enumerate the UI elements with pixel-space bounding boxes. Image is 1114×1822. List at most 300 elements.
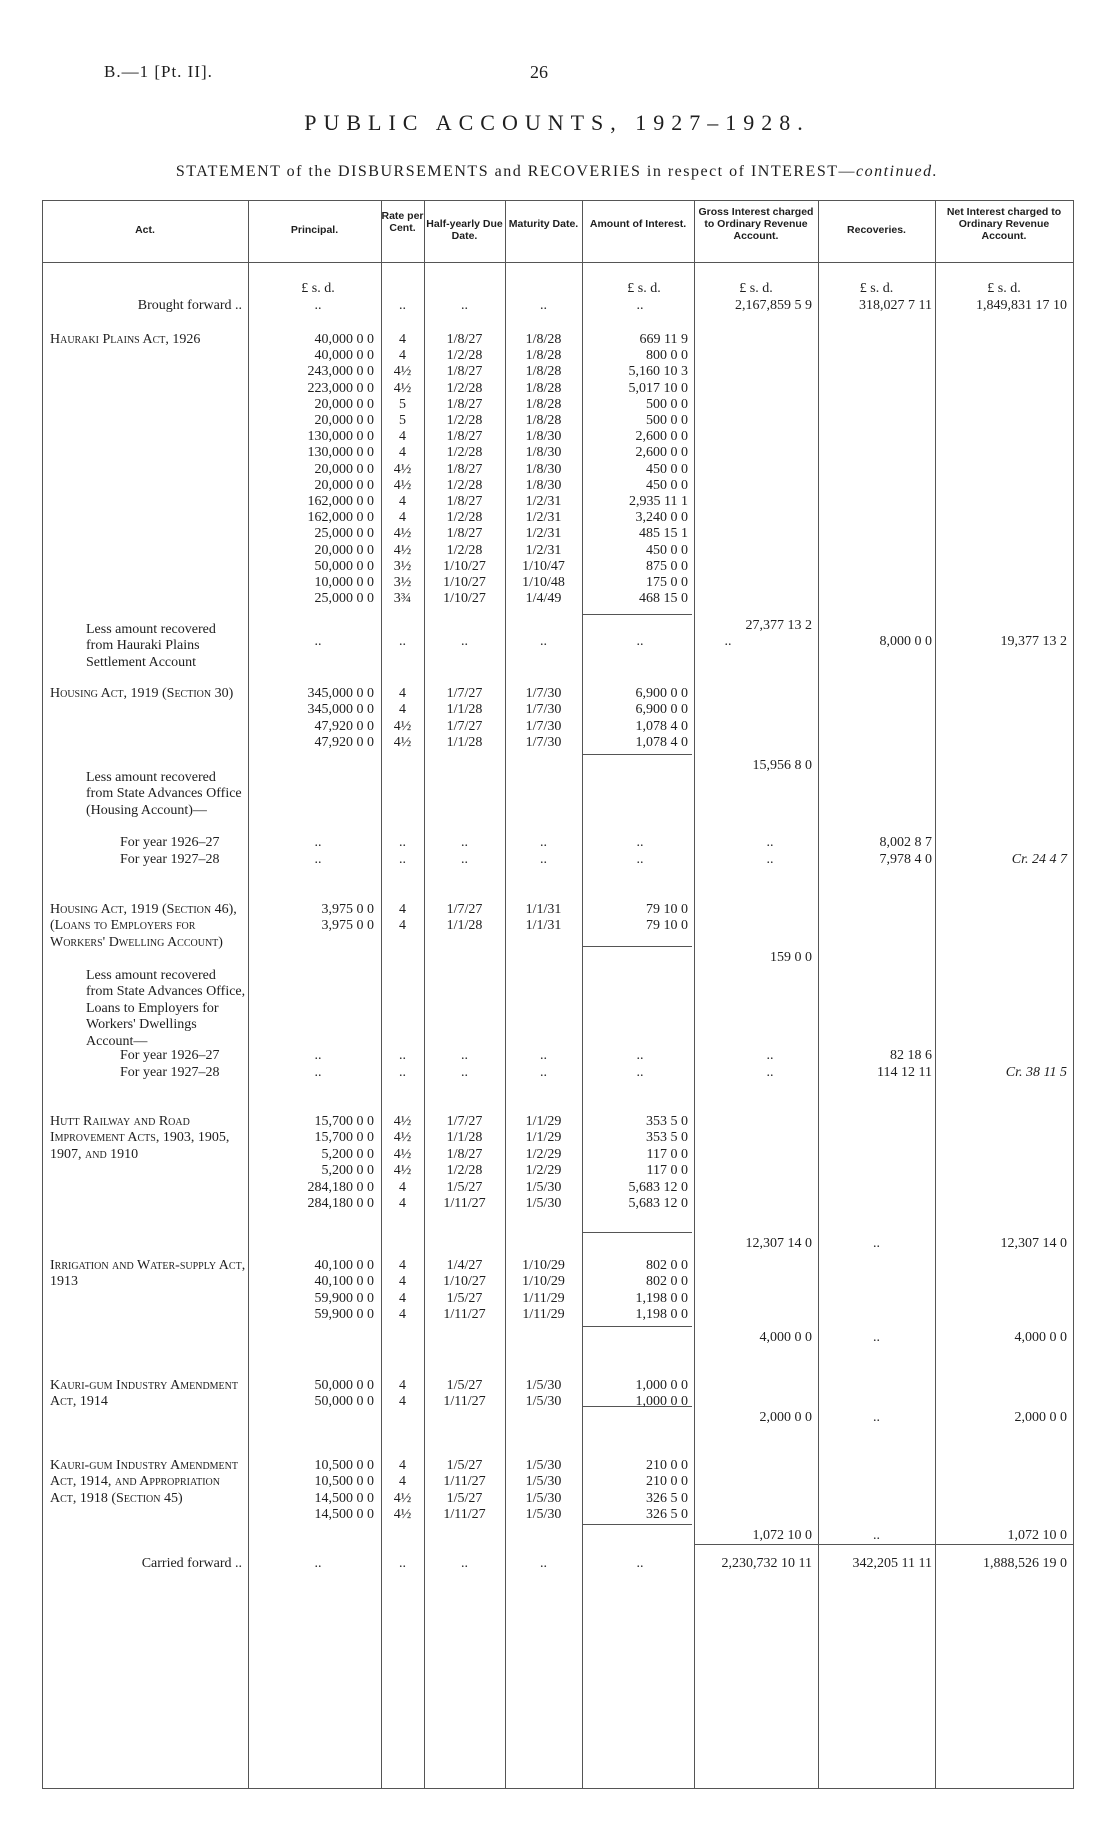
maturity-date-cell: 1/2/29 — [525, 1163, 562, 1179]
principal-cell: 20,000 0 0 — [314, 413, 374, 428]
dots: .. — [724, 634, 732, 649]
recoveries-value: 114 12 11 — [877, 1065, 932, 1080]
maturity-date-cell: 1/5/30 — [525, 1378, 562, 1393]
recoveries-value: 8,000 0 0 — [879, 634, 932, 649]
principal-cell: 5,200 0 0 — [321, 1163, 374, 1179]
half-yearly-date-cell: 1/1/28 — [446, 702, 483, 718]
rate-cell: 4 — [399, 1394, 406, 1410]
maturity-date-cell: 1/2/31 — [525, 526, 562, 542]
maturity-date-cell: 1/8/28 — [525, 364, 562, 380]
interest-amount-cell: 875 0 0 — [646, 558, 688, 574]
dots: .. — [540, 634, 547, 649]
dots: .. — [461, 1556, 468, 1571]
dots: .. — [636, 1048, 644, 1063]
col-header-maturity: Maturity Date. — [508, 218, 579, 230]
carried-forward-recoveries: 342,205 11 11 — [852, 1556, 932, 1571]
maturity-date-cell: 1/8/28 — [525, 332, 562, 347]
gross-total: 2,000 0 0 — [759, 1410, 812, 1425]
principal-cell: 243,000 0 0 — [307, 364, 374, 380]
dots: .. — [461, 1048, 468, 1063]
maturity-date-cell: 1/10/29 — [522, 1274, 565, 1290]
dots: .. — [314, 835, 322, 850]
principal-cell: 10,500 0 0 — [314, 1474, 374, 1490]
maturity-date-cell: 1/7/30 — [525, 702, 562, 718]
half-yearly-date-cell: 1/1/28 — [446, 735, 483, 751]
gross-total: 15,956 8 0 — [752, 758, 812, 773]
rate-cell: 4 — [399, 1378, 406, 1393]
principal-cell: 50,000 0 0 — [314, 1378, 374, 1393]
dots: .. — [540, 298, 547, 313]
dots: .. — [461, 298, 468, 313]
principal-cell: 284,180 0 0 — [307, 1196, 374, 1211]
maturity-date-cell: 1/2/29 — [525, 1146, 562, 1162]
interest-amount-cell: 210 0 0 — [646, 1474, 688, 1490]
interest-amount-cell: 450 0 0 — [646, 461, 688, 477]
maturity-date-cell: 1/11/29 — [522, 1290, 565, 1306]
rate-cell: 4½ — [393, 526, 412, 542]
interest-amount-cell: 800 0 0 — [646, 348, 688, 364]
unit-principal: £ s. d. — [301, 281, 335, 296]
interest-amount-cell: 485 15 1 — [639, 526, 688, 542]
interest-amount-cell: 450 0 0 — [646, 477, 688, 493]
interest-amount-cell: 5,683 12 0 — [628, 1179, 688, 1195]
rate-cell: 4 — [399, 332, 406, 347]
principal-cell: 14,500 0 0 — [314, 1490, 374, 1506]
principal-cell: 130,000 0 0 — [307, 429, 374, 445]
interest-amount-cell: 468 15 0 — [639, 591, 688, 607]
interest-amount-cell: 1,078 4 0 — [635, 718, 688, 734]
net-value: 2,000 0 0 — [1014, 1410, 1067, 1425]
principal-cell: 25,000 0 0 — [314, 526, 374, 542]
rate-cell: 5 — [399, 396, 406, 412]
rate-cell: 4 — [399, 348, 406, 364]
half-yearly-date-cell: 1/4/27 — [446, 1258, 483, 1273]
less-recovered-hauraki: Less amount recovered from Hauraki Plains Settlement Account — [86, 622, 216, 670]
col-header-net: Net Interest charged to Ordinary Revenue Account. — [946, 206, 1062, 242]
gross-total: 4,000 0 0 — [759, 1330, 812, 1345]
rate-cell: 4 — [399, 429, 406, 445]
rate-cell: 4½ — [393, 461, 412, 477]
recoveries-value: .. — [873, 1236, 880, 1251]
principal-cell: 162,000 0 0 — [307, 510, 374, 526]
interest-amount-cell: 1,000 0 0 — [635, 1378, 688, 1393]
interest-amount-cell: 3,240 0 0 — [635, 510, 688, 526]
rate-cell: 4½ — [393, 1507, 412, 1523]
maturity-date-cell: 1/2/31 — [525, 542, 562, 558]
half-yearly-date-cell: 1/5/27 — [446, 1378, 483, 1393]
half-yearly-date-cell: 1/8/27 — [446, 461, 483, 477]
half-yearly-date-cell: 1/2/28 — [446, 348, 483, 364]
recoveries-value: 82 18 6 — [890, 1048, 932, 1063]
maturity-date-cell: 1/10/29 — [522, 1258, 565, 1273]
maturity-date-cell: 1/8/30 — [525, 429, 562, 445]
rate-cell: 4 — [399, 918, 406, 934]
rate-cell: 4½ — [393, 380, 412, 396]
gross-total: 27,377 13 2 — [745, 618, 812, 633]
rate-cell: 4½ — [393, 1114, 412, 1129]
dots: .. — [636, 298, 644, 313]
unit-amount: £ s. d. — [627, 281, 661, 296]
rate-cell: 4 — [399, 1474, 406, 1490]
maturity-date-cell: 1/7/30 — [525, 686, 562, 701]
recoveries-value: 7,978 4 0 — [879, 852, 932, 867]
dots: .. — [461, 1065, 468, 1080]
interest-amount-cell: 802 0 0 — [646, 1274, 688, 1290]
net-value: 4,000 0 0 — [1014, 1330, 1067, 1345]
dots: .. — [314, 1065, 322, 1080]
principal-cell: 10,500 0 0 — [314, 1458, 374, 1473]
year-label-1926-27: For year 1926–27 — [120, 835, 220, 850]
maturity-date-cell: 1/2/31 — [525, 494, 562, 509]
interest-amount-cell: 6,900 0 0 — [635, 686, 688, 701]
interest-amount-cell: 353 5 0 — [646, 1114, 688, 1129]
half-yearly-date-cell: 1/1/28 — [446, 1130, 483, 1146]
dots: .. — [540, 1065, 547, 1080]
interest-amount-cell: 326 5 0 — [646, 1490, 688, 1506]
principal-cell: 3,975 0 0 — [321, 918, 374, 934]
principal-cell: 50,000 0 0 — [314, 1394, 374, 1410]
half-yearly-date-cell: 1/5/27 — [446, 1290, 483, 1306]
dots: .. — [766, 835, 774, 850]
half-yearly-date-cell: 1/11/27 — [443, 1474, 486, 1490]
principal-cell: 47,920 0 0 — [314, 735, 374, 751]
act-label-hutt: Hutt Railway and Road Improvement Acts, 1903, 1905, 1907, and 1910 — [50, 1114, 230, 1162]
interest-amount-cell: 210 0 0 — [646, 1458, 688, 1473]
recoveries-value: .. — [873, 1410, 880, 1425]
dots: .. — [766, 852, 774, 867]
rate-cell: 3½ — [393, 575, 412, 590]
dots: .. — [540, 852, 547, 867]
act-label-housing-30: Housing Act, 1919 (Section 30) — [50, 686, 234, 701]
act-label-kauri-1914: Kauri-gum Industry Amendment Act, 1914 — [50, 1378, 238, 1410]
half-yearly-date-cell: 1/11/27 — [443, 1507, 486, 1523]
dots: .. — [461, 835, 468, 850]
half-yearly-date-cell: 1/8/27 — [446, 526, 483, 542]
dots: .. — [766, 1048, 774, 1063]
maturity-date-cell: 1/1/29 — [525, 1114, 562, 1129]
half-yearly-date-cell: 1/10/27 — [443, 1274, 486, 1290]
half-yearly-date-cell: 1/2/28 — [446, 477, 483, 493]
interest-amount-cell: 1,000 0 0 — [635, 1394, 688, 1410]
principal-cell: 47,920 0 0 — [314, 718, 374, 734]
half-yearly-date-cell: 1/8/27 — [446, 332, 483, 347]
interest-amount-cell: 2,600 0 0 — [635, 429, 688, 445]
dots: .. — [636, 1556, 644, 1571]
maturity-date-cell: 1/8/28 — [525, 380, 562, 396]
maturity-date-cell: 1/10/47 — [522, 558, 565, 574]
maturity-date-cell: 1/5/30 — [525, 1458, 562, 1473]
act-label-housing-46: Housing Act, 1919 (Section 46), (Loans to Employers for Workers' Dwelling Account) — [50, 902, 237, 950]
rate-cell: 4½ — [393, 718, 412, 734]
rate-cell: 4 — [399, 902, 406, 917]
half-yearly-date-cell: 1/5/27 — [446, 1458, 483, 1473]
rate-cell: 4 — [399, 1258, 406, 1273]
rate-cell: 4 — [399, 1274, 406, 1290]
dots: .. — [399, 1048, 406, 1063]
half-yearly-date-cell: 1/10/27 — [443, 575, 486, 590]
brought-forward-net: 1,849,831 17 10 — [976, 298, 1067, 313]
recoveries-value: .. — [873, 1330, 880, 1345]
col-header-half-yearly: Half-yearly Due Date. — [426, 218, 503, 242]
year-label-1927-28: For year 1927–28 — [120, 1065, 220, 1080]
net-value: 1,072 10 0 — [1007, 1528, 1067, 1543]
dots: .. — [636, 634, 644, 649]
rate-cell: 3½ — [393, 558, 412, 574]
col-header-recoveries: Recoveries. — [847, 224, 906, 236]
principal-cell: 20,000 0 0 — [314, 477, 374, 493]
interest-amount-cell: 5,683 12 0 — [628, 1196, 688, 1211]
rate-cell: 4½ — [393, 542, 412, 558]
page-title: PUBLIC ACCOUNTS, 1927–1928. — [304, 110, 810, 135]
act-label-kauri-1918: Kauri-gum Industry Amendment Act, 1914, and Appropriation Act, 1918 (Section 45) — [50, 1458, 238, 1506]
rate-cell: 4 — [399, 494, 406, 509]
net-credit-value: Cr. 24 4 7 — [1011, 852, 1067, 867]
interest-amount-cell: 353 5 0 — [646, 1130, 688, 1146]
half-yearly-date-cell: 1/8/27 — [446, 364, 483, 380]
dots: .. — [540, 1556, 547, 1571]
interest-amount-cell: 1,198 0 0 — [635, 1290, 688, 1306]
maturity-date-cell: 1/5/30 — [525, 1490, 562, 1506]
col-header-act: Act. — [135, 224, 155, 236]
rate-cell: 4 — [399, 702, 406, 718]
maturity-date-cell: 1/8/28 — [525, 348, 562, 364]
rate-cell: 4½ — [393, 1146, 412, 1162]
act-label-irrigation: Irrigation and Water-supply Act, 1913 — [50, 1258, 246, 1290]
dots: .. — [314, 634, 322, 649]
principal-cell: 20,000 0 0 — [314, 461, 374, 477]
dots: .. — [636, 835, 644, 850]
principal-cell: 40,100 0 0 — [314, 1258, 374, 1273]
interest-amount-cell: 500 0 0 — [646, 396, 688, 412]
half-yearly-date-cell: 1/2/28 — [446, 510, 483, 526]
principal-cell: 284,180 0 0 — [307, 1179, 374, 1195]
half-yearly-date-cell: 1/11/27 — [443, 1196, 486, 1211]
half-yearly-date-cell: 1/7/27 — [446, 1114, 483, 1129]
principal-cell: 14,500 0 0 — [314, 1507, 374, 1523]
interest-amount-cell: 2,935 11 1 — [629, 494, 688, 509]
year-label-1926-27: For year 1926–27 — [120, 1048, 220, 1063]
col-header-gross: Gross Interest charged to Ordinary Revenue Account. — [698, 206, 814, 242]
dots: .. — [399, 1065, 406, 1080]
interest-amount-cell: 117 0 0 — [646, 1163, 688, 1179]
brought-forward-label: Brought forward .. — [137, 298, 242, 313]
half-yearly-date-cell: 1/2/28 — [446, 380, 483, 396]
principal-cell: 162,000 0 0 — [307, 494, 374, 509]
net-value: 19,377 13 2 — [1000, 634, 1067, 649]
dots: .. — [399, 298, 406, 313]
half-yearly-date-cell: 1/7/27 — [446, 902, 483, 917]
dots: .. — [314, 298, 322, 313]
principal-cell: 3,975 0 0 — [321, 902, 374, 917]
recoveries-value: 8,002 8 7 — [879, 835, 932, 850]
rate-cell: 4½ — [393, 364, 412, 380]
half-yearly-date-cell: 1/8/27 — [446, 429, 483, 445]
dots: .. — [461, 634, 468, 649]
maturity-date-cell: 1/11/29 — [522, 1307, 565, 1323]
unit-net: £ s. d. — [987, 281, 1021, 296]
half-yearly-date-cell: 1/10/27 — [443, 558, 486, 574]
unit-recoveries: £ s. d. — [859, 281, 894, 296]
report-reference: B.—1 [Pt. II]. — [104, 62, 213, 81]
gross-total: 159 0 0 — [770, 950, 812, 965]
maturity-date-cell: 1/8/28 — [525, 413, 562, 428]
principal-cell: 223,000 0 0 — [307, 380, 374, 396]
dots: .. — [399, 1556, 406, 1571]
rate-cell: 3¾ — [393, 591, 412, 607]
rate-cell: 4 — [399, 445, 406, 461]
dots: .. — [461, 852, 468, 867]
interest-amount-cell: 79 10 0 — [646, 902, 688, 917]
principal-cell: 345,000 0 0 — [307, 686, 374, 701]
interest-amount-cell: 802 0 0 — [646, 1258, 688, 1273]
interest-amount-cell: 5,160 10 3 — [628, 364, 688, 380]
interest-amount-cell: 5,017 10 0 — [628, 380, 688, 396]
maturity-date-cell: 1/5/30 — [525, 1474, 562, 1490]
dots: .. — [540, 1048, 547, 1063]
interest-amount-cell: 175 0 0 — [646, 575, 688, 590]
rate-cell: 4 — [399, 686, 406, 701]
rate-cell: 4 — [399, 1179, 406, 1195]
principal-cell: 20,000 0 0 — [314, 396, 374, 412]
interest-amount-cell: 6,900 0 0 — [635, 702, 688, 718]
maturity-date-cell: 1/1/31 — [525, 918, 562, 934]
maturity-date-cell: 1/1/31 — [525, 902, 562, 917]
half-yearly-date-cell: 1/7/27 — [446, 686, 483, 701]
maturity-date-cell: 1/8/30 — [525, 477, 562, 493]
dots: .. — [540, 835, 547, 850]
maturity-date-cell: 1/1/29 — [525, 1130, 562, 1146]
maturity-date-cell: 1/7/30 — [525, 718, 562, 734]
interest-amount-cell: 450 0 0 — [646, 542, 688, 558]
unit-gross: £ s. d. — [739, 281, 773, 296]
principal-cell: 50,000 0 0 — [314, 558, 374, 574]
half-yearly-date-cell: 1/11/27 — [443, 1394, 486, 1410]
half-yearly-date-cell: 1/8/27 — [446, 396, 483, 412]
recoveries-value: .. — [873, 1528, 880, 1543]
half-yearly-date-cell: 1/2/28 — [446, 1163, 483, 1179]
dots: .. — [399, 835, 406, 850]
interest-amount-cell: 500 0 0 — [646, 413, 688, 428]
interest-amount-cell: 1,078 4 0 — [635, 735, 688, 751]
rate-cell: 5 — [399, 413, 406, 428]
rate-cell: 4½ — [393, 1130, 412, 1146]
interest-amount-cell: 79 10 0 — [646, 918, 688, 934]
maturity-date-cell: 1/8/30 — [525, 461, 562, 477]
rate-cell: 4½ — [393, 735, 412, 751]
col-header-amount: Amount of Interest. — [589, 218, 687, 230]
subtitle-continued: continued. — [856, 163, 939, 180]
less-recovered-housing-46: Less amount recovered from State Advances Office, Loans to Employers for Workers' Dwellings Account— — [86, 968, 246, 1049]
net-value: 12,307 14 0 — [1000, 1236, 1067, 1251]
half-yearly-date-cell: 1/11/27 — [443, 1307, 486, 1323]
col-header-principal: Principal. — [290, 224, 339, 236]
half-yearly-date-cell: 1/2/28 — [446, 542, 483, 558]
interest-amount-cell: 2,600 0 0 — [635, 445, 688, 461]
interest-amount-cell: 1,198 0 0 — [635, 1307, 688, 1323]
maturity-date-cell: 1/5/30 — [525, 1507, 562, 1523]
half-yearly-date-cell: 1/1/28 — [446, 918, 483, 934]
interest-amount-cell: 669 11 9 — [639, 332, 688, 347]
maturity-date-cell: 1/5/30 — [525, 1394, 562, 1410]
principal-cell: 59,900 0 0 — [314, 1307, 374, 1323]
dots: .. — [314, 852, 322, 867]
principal-cell: 345,000 0 0 — [307, 702, 374, 718]
half-yearly-date-cell: 1/2/28 — [446, 445, 483, 461]
page-subtitle — [0, 163, 1114, 181]
dots: .. — [399, 852, 406, 867]
carried-forward-net: 1,888,526 19 0 — [983, 1556, 1067, 1571]
rate-cell: 4½ — [393, 1490, 412, 1506]
principal-cell: 130,000 0 0 — [307, 445, 374, 461]
rate-cell: 4 — [399, 1307, 406, 1323]
principal-cell: 15,700 0 0 — [314, 1114, 374, 1129]
dots: .. — [314, 1556, 322, 1571]
principal-cell: 10,000 0 0 — [314, 575, 374, 590]
dots: .. — [399, 634, 406, 649]
interest-amount-cell: 326 5 0 — [646, 1507, 688, 1523]
page-number: 26 — [530, 62, 548, 82]
dots: .. — [636, 852, 644, 867]
subtitle-main: STATEMENT of the DISBURSEMENTS and RECOVERIES in respect of INTEREST— — [175, 163, 856, 180]
principal-cell: 15,700 0 0 — [314, 1130, 374, 1146]
half-yearly-date-cell: 1/5/27 — [446, 1179, 483, 1195]
rate-cell: 4½ — [393, 1163, 412, 1179]
maturity-date-cell: 1/4/49 — [525, 591, 562, 607]
principal-cell: 25,000 0 0 — [314, 591, 374, 607]
principal-cell: 40,100 0 0 — [314, 1274, 374, 1290]
rate-cell: 4 — [399, 1290, 406, 1306]
carried-forward-gross: 2,230,732 10 11 — [721, 1556, 812, 1571]
principal-cell: 5,200 0 0 — [321, 1146, 374, 1162]
gross-total: 12,307 14 0 — [745, 1236, 812, 1251]
maturity-date-cell: 1/5/30 — [525, 1196, 562, 1211]
gross-total: 1,072 10 0 — [752, 1528, 812, 1543]
maturity-date-cell: 1/2/31 — [525, 510, 562, 526]
maturity-date-cell: 1/8/28 — [525, 396, 562, 412]
interest-amount-cell: 117 0 0 — [646, 1146, 688, 1162]
principal-cell: 59,900 0 0 — [314, 1290, 374, 1306]
rate-cell: 4½ — [393, 477, 412, 493]
half-yearly-date-cell: 1/8/27 — [446, 1146, 483, 1162]
dots: .. — [314, 1048, 322, 1063]
half-yearly-date-cell: 1/10/27 — [443, 591, 486, 607]
principal-cell: 40,000 0 0 — [314, 348, 374, 364]
half-yearly-date-cell: 1/2/28 — [446, 413, 483, 428]
year-label-1927-28: For year 1927–28 — [120, 852, 220, 867]
act-label-hauraki: Hauraki Plains Act, 1926 — [50, 332, 201, 347]
net-credit-value: Cr. 38 11 5 — [1005, 1065, 1067, 1080]
rate-cell: 4 — [399, 510, 406, 526]
maturity-date-cell: 1/7/30 — [525, 735, 562, 751]
brought-forward-gross: 2,167,859 5 9 — [735, 298, 812, 313]
principal-cell: 20,000 0 0 — [314, 542, 374, 558]
dots: .. — [636, 1065, 644, 1080]
dots: .. — [766, 1065, 774, 1080]
maturity-date-cell: 1/8/30 — [525, 445, 562, 461]
maturity-date-cell: 1/5/30 — [525, 1179, 562, 1195]
half-yearly-date-cell: 1/5/27 — [446, 1490, 483, 1506]
carried-forward-label: Carried forward .. — [141, 1556, 242, 1571]
col-header-rate: Rate per Cent. — [381, 210, 424, 234]
rate-cell: 4 — [399, 1196, 406, 1211]
half-yearly-date-cell: 1/8/27 — [446, 494, 483, 509]
brought-forward-recoveries: 318,027 7 11 — [859, 298, 932, 313]
half-yearly-date-cell: 1/7/27 — [446, 718, 483, 734]
less-recovered-housing-30: Less amount recovered from State Advances Office (Housing Account)— — [86, 770, 242, 818]
maturity-date-cell: 1/10/48 — [522, 575, 565, 590]
principal-cell: 40,000 0 0 — [314, 332, 374, 347]
rate-cell: 4 — [399, 1458, 406, 1473]
